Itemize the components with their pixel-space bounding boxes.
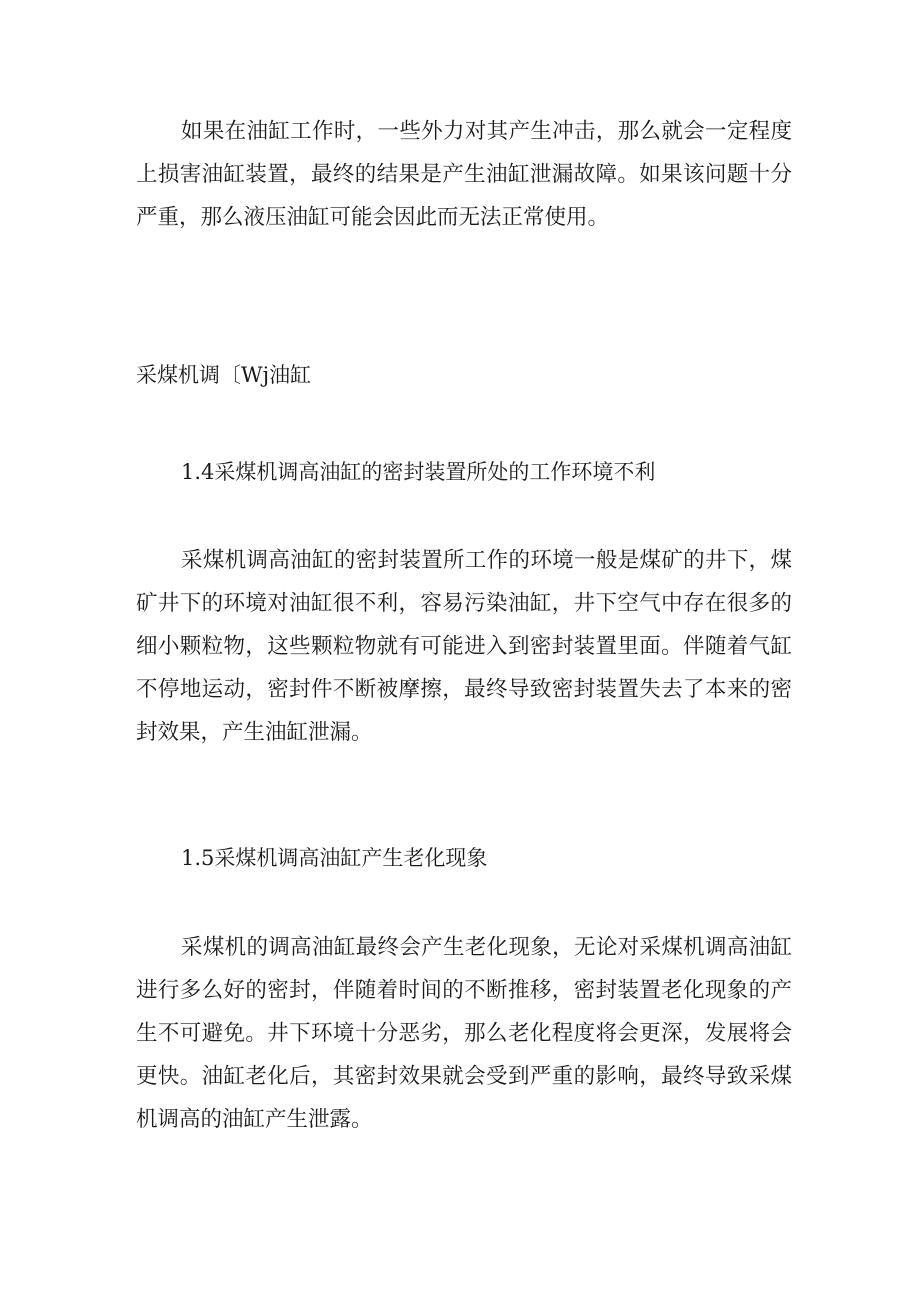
section-heading-1-5: 1.5采煤机调高油缸产生老化现象 bbox=[181, 846, 488, 870]
paragraph-seal-aging: 采煤机的调高油缸最终会产生老化现象，无论对采煤机调高油缸进行多么好的密封，伴随着时间的不断推移，密封装置老化现象的产生不可避免。井下环境十分恶劣，那么老化程度将会更深，发展将会更快。油缸老化后，其密封效果就会受到严重的影响，最终导致采煤机调高的油缸产生泄露。 bbox=[136, 935, 792, 1132]
paragraph-oil-cylinder-impact: 如果在油缸工作时，一些外力对其产生冲击，那么就会一定程度上损害油缸装置，最终的结果是产生油缸泄漏故障。如果该问题十分严重，那么液压油缸可能会因此而无法正常使用。 bbox=[136, 119, 792, 230]
figure-caption: 采煤机调〔Wj油缸 bbox=[136, 363, 312, 387]
section-heading-1-4: 1.4采煤机调高油缸的密封装置所处的工作环境不利 bbox=[181, 460, 656, 484]
paragraph-seal-environment: 采煤机调高油缸的密封装置所工作的环境一般是煤矿的井下，煤矿井下的环境对油缸很不利，容易污染油缸，井下空气中存在很多的细小颗粒物，这些颗粒物就有可能进入到密封装置里面。伴随着气缸不停地运动，密封件不断被摩擦，最终导致密封装置失去了本来的密封效果，产生油缸泄漏。 bbox=[136, 548, 792, 745]
